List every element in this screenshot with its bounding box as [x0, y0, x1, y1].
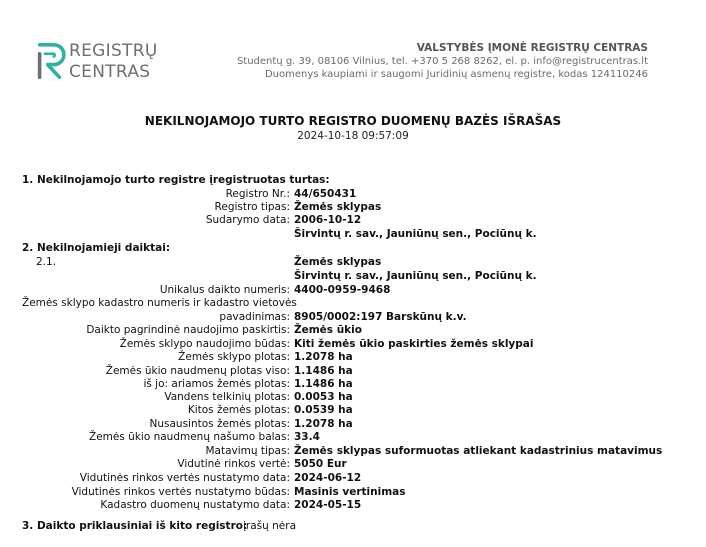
row-value: 1.1486 ha [294, 365, 353, 377]
row-label: Vandens telkinių plotas: [164, 391, 290, 403]
section-2-row [0, 472, 706, 486]
row-value: 1.1486 ha [294, 378, 353, 390]
section-1-row [0, 228, 706, 242]
section-2-row [0, 458, 706, 472]
section-2-row [0, 391, 706, 405]
row-label: Žemės sklypo plotas: [178, 351, 290, 363]
section-2-row [0, 499, 706, 513]
section-2-row [0, 378, 706, 392]
row-value: Žemės sklypas suformuotas atliekant kadastrinius matavimus [294, 445, 663, 457]
row-value: Širvintų r. sav., Jauniūnų sen., Pociūnų k. [294, 228, 537, 240]
section-3-title: 3. Daikto priklausiniai iš kito registro: [22, 520, 248, 532]
item-address: Širvintų r. sav., Jauniūnų sen., Pociūnų k. [294, 270, 537, 282]
section-2-row [0, 431, 706, 445]
section-2-title: 2. Nekilnojamieji daiktai: [22, 242, 171, 254]
row-label: Žemės ūkio naudmenų našumo balas: [89, 431, 290, 443]
row-value: 1.2078 ha [294, 418, 353, 430]
section-2-row [0, 351, 706, 365]
row-label: Vidutinės rinkos vertės nustatymo būdas: [71, 486, 290, 498]
registru-centras-logo-icon [36, 40, 72, 82]
row-value: 33.4 [294, 431, 320, 443]
row-value: 4400-0959-9468 [294, 284, 391, 296]
row-label: Daikto pagrindinė naudojimo paskirtis: [86, 324, 290, 336]
section-2-row [0, 418, 706, 432]
row-value: Kiti žemės ūkio paskirties žemės sklypai [294, 338, 534, 350]
row-value: Masinis vertinimas [294, 486, 406, 498]
row-value: 0.0539 ha [294, 404, 353, 416]
row-label: Nusausintos žemės plotas: [149, 418, 290, 430]
section-2-item-header [0, 256, 706, 270]
row-value: 5050 Eur [294, 458, 347, 470]
row-value: 8905/0002:197 Barskūnų k.v. [294, 311, 467, 323]
row-label: Žemės sklypo kadastro numeris ir kadastro vietovės [22, 297, 297, 309]
row-label: Matavimų tipas: [205, 445, 290, 457]
item-name: Žemės sklypas [294, 256, 382, 268]
row-label: Sudarymo data: [205, 214, 290, 226]
org-name: VALSTYBĖS ĮMONĖ REGISTRŲ CENTRAS [416, 42, 648, 54]
row-label: Žemės ūkio naudmenų plotas viso: [105, 365, 290, 377]
logo-text-registru: REGISTRŲ [69, 41, 158, 61]
section-2-row [0, 284, 706, 298]
row-label: Vidutinė rinkos vertė: [177, 458, 290, 470]
row-value: 1.2078 ha [294, 351, 353, 363]
section-2-row [0, 311, 706, 325]
row-label: Unikalus daikto numeris: [159, 284, 290, 296]
section-2-row [0, 324, 706, 338]
section-1-row [0, 214, 706, 228]
organization-header [237, 42, 648, 81]
org-address: Studentų g. 39, 08106 Vilnius, tel. +370 5 268 8262, el. p. info@registrucentras.lt [236, 56, 648, 67]
row-value: Žemės ūkio [294, 324, 362, 336]
row-value: 2024-05-15 [294, 499, 362, 511]
section-2-row [0, 404, 706, 418]
row-label: Registro tipas: [214, 201, 290, 213]
row-value: Žemės sklypas [294, 201, 382, 213]
row-value: 0.0053 ha [294, 391, 353, 403]
section-3 [0, 520, 706, 534]
section-1-row [0, 188, 706, 202]
section-2-row [0, 445, 706, 459]
org-note: Duomenys kaupiami ir saugomi Juridinių asmenų registre, kodas 124110246 [264, 69, 648, 80]
section-2-row [0, 338, 706, 352]
section-2-item-address [0, 270, 706, 284]
row-label: Kitos žemės plotas: [187, 404, 290, 416]
row-label: Registro Nr.: [225, 188, 290, 200]
section-2-row [0, 486, 706, 500]
row-label: iš jo: ariamos žemės plotas: [143, 378, 290, 390]
section-2-row [0, 365, 706, 379]
row-label: Žemės sklypo naudojimo būdas: [119, 338, 290, 350]
row-label: Kadastro duomenų nustatymo data: [100, 499, 290, 511]
section-1-title: 1. Nekilnojamojo turto registre įregistruotas turtas: [22, 174, 330, 186]
item-number: 2.1. [36, 256, 57, 268]
document-title: NEKILNOJAMOJO TURTO REGISTRO DUOMENŲ BAZĖS IŠRAŠAS [144, 114, 562, 128]
section-1-row [0, 201, 706, 215]
row-label: pavadinimas: [219, 311, 290, 323]
row-value: 44/650431 [294, 188, 357, 200]
row-value: 2006-10-12 [294, 214, 362, 226]
row-label: Vidutinės rinkos vertės nustatymo data: [79, 472, 290, 484]
logo-text-centras: CENTRAS [69, 62, 151, 82]
section-3-value: įrašų nėra [243, 520, 296, 532]
section-2-cadastre-label-line [0, 297, 706, 311]
row-value: 2024-06-12 [294, 472, 362, 484]
document-datetime: 2024-10-18 09:57:09 [297, 130, 409, 142]
